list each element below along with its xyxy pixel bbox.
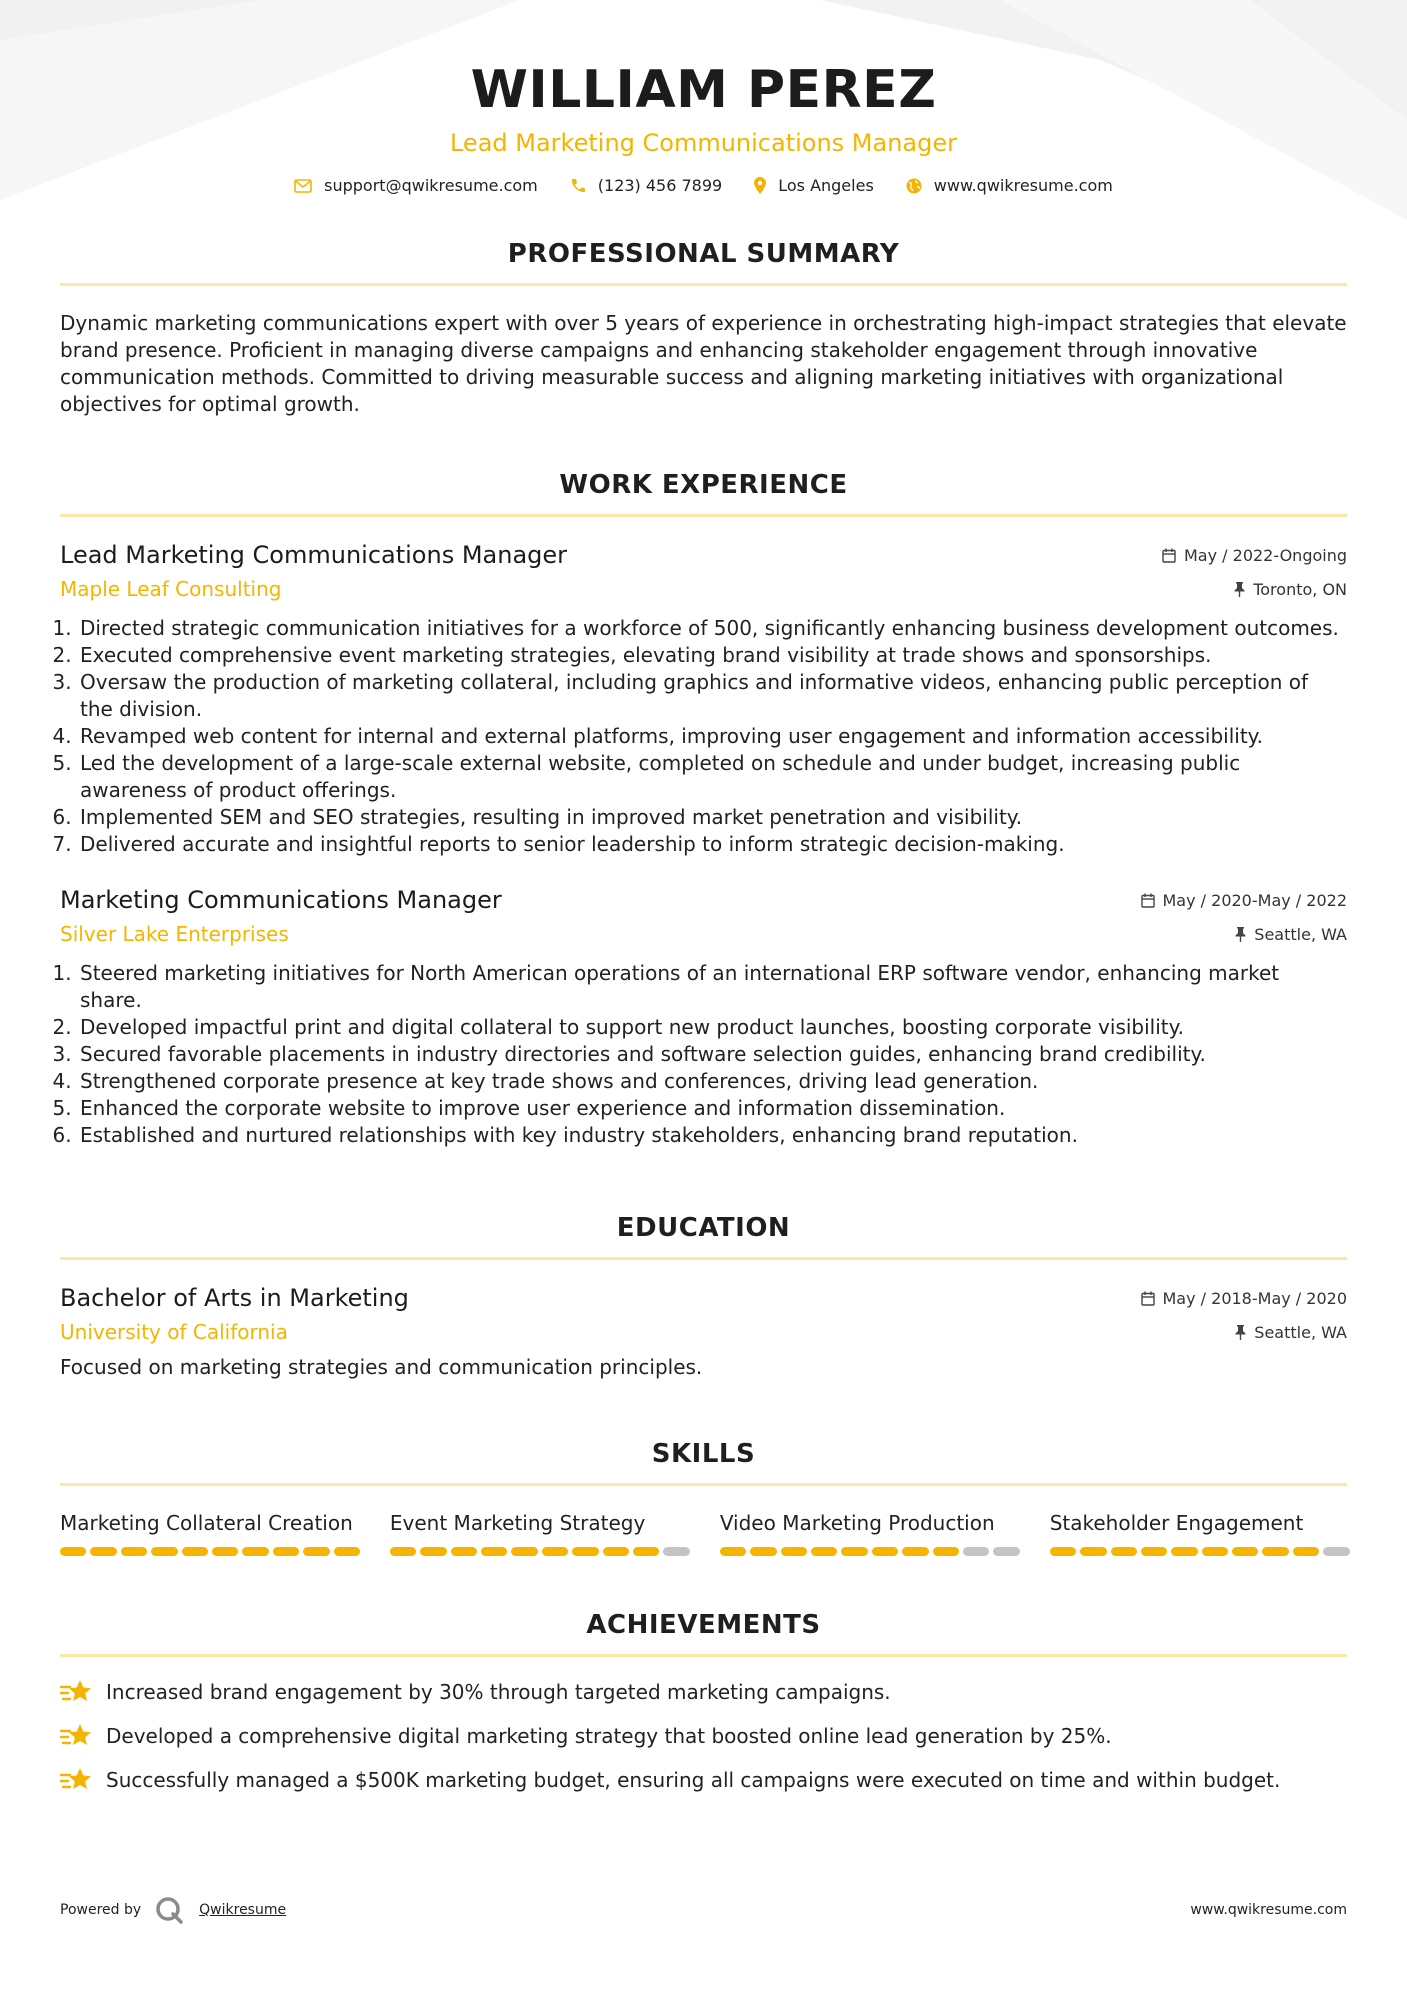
section-divider xyxy=(60,1654,1347,1657)
bullet-item: 4. Strengthened corporate presence at key trade shows and conferences, driving lead generation. xyxy=(78,1068,1347,1095)
bullet-item: 1. Steered marketing initiatives for North American operations of an international ERP software vendor, enhancing market share. xyxy=(78,960,1347,1014)
bullet-item: 5. Enhanced the corporate website to improve user experience and information dissemination. xyxy=(78,1095,1347,1122)
footer-website[interactable]: www.qwikresume.com xyxy=(1190,1902,1347,1918)
skill-segment-filled xyxy=(633,1547,659,1556)
qwikresume-link[interactable]: Qwikresume xyxy=(199,1902,287,1918)
education-date-text: May / 2018-May / 2020 xyxy=(1162,1289,1347,1308)
skill-item xyxy=(720,1510,1020,1556)
bullet-item: 2. Developed impactful print and digital collateral to support new product launches, boosting corporate visibility. xyxy=(78,1014,1347,1041)
skill-segment-filled xyxy=(1111,1547,1137,1556)
skill-segment-filled xyxy=(1293,1547,1319,1556)
skill-segment-filled xyxy=(90,1547,116,1556)
achievement-item xyxy=(60,1679,1347,1705)
skill-segment-filled xyxy=(811,1547,837,1556)
qwikresume-logo-icon xyxy=(155,1896,185,1924)
skill-segment-filled xyxy=(872,1547,898,1556)
job-bullets xyxy=(60,960,1347,1149)
job-location-text: Seattle, WA xyxy=(1254,924,1347,944)
skill-segment-filled xyxy=(121,1547,147,1556)
bullet-item: 6. Implemented SEM and SEO strategies, resulting in improved market penetration and visibility. xyxy=(78,804,1347,831)
skill-segment-filled xyxy=(603,1547,629,1556)
skill-segment-filled xyxy=(720,1547,746,1556)
skill-segment-filled xyxy=(481,1547,507,1556)
candidate-name: WILLIAM PEREZ xyxy=(470,60,937,120)
globe-icon xyxy=(906,178,922,194)
bullet-item: 7. Delivered accurate and insightful reports to senior leadership to inform strategic decision-making. xyxy=(78,831,1347,858)
achievement-text: Successfully managed a $500K marketing budget, ensuring all campaigns were executed on time and within budget. xyxy=(106,1768,1281,1792)
contact-bar xyxy=(60,176,1347,195)
achievement-item xyxy=(60,1723,1347,1749)
page-footer xyxy=(60,1896,1347,1924)
skill-segment-empty xyxy=(963,1547,989,1556)
shooting-star-icon xyxy=(60,1723,92,1749)
summary-heading: PROFESSIONAL SUMMARY xyxy=(507,239,900,269)
skill-segment-filled xyxy=(182,1547,208,1556)
section-divider xyxy=(60,514,1347,517)
job-entry xyxy=(60,886,1347,1149)
skill-segment-filled xyxy=(212,1547,238,1556)
skill-segment-filled xyxy=(841,1547,867,1556)
skill-name: Video Marketing Production xyxy=(719,1511,995,1535)
job-date xyxy=(1162,546,1347,565)
job-bullets xyxy=(60,615,1347,858)
bullet-item: 6. Established and nurtured relationships with key industry stakeholders, enhancing brand reputation. xyxy=(78,1122,1347,1149)
job-entry xyxy=(60,541,1347,858)
phone-icon xyxy=(570,178,586,194)
skill-segment-filled xyxy=(151,1547,177,1556)
section-divider xyxy=(60,1257,1347,1260)
achievement-text: Increased brand engagement by 30% through targeted marketing campaigns. xyxy=(106,1680,891,1704)
skill-segment-filled xyxy=(572,1547,598,1556)
email-text: support@qwikresume.com xyxy=(324,176,538,195)
contact-email[interactable] xyxy=(294,176,538,195)
contact-location xyxy=(754,176,874,195)
skill-segment-filled xyxy=(750,1547,776,1556)
education-heading: EDUCATION xyxy=(616,1213,791,1243)
skill-segment-empty xyxy=(993,1547,1019,1556)
skill-level-bar xyxy=(1050,1547,1350,1556)
calendar-icon xyxy=(1141,1291,1155,1306)
bullet-item: 3. Oversaw the production of marketing collateral, including graphics and informative videos, enhancing public perception of the division. xyxy=(78,669,1347,723)
degree-title: Bachelor of Arts in Marketing xyxy=(60,1284,409,1312)
website-text: www.qwikresume.com xyxy=(933,176,1113,195)
candidate-title: Lead Marketing Communications Manager xyxy=(449,129,958,157)
skill-segment-filled xyxy=(242,1547,268,1556)
skill-name: Event Marketing Strategy xyxy=(389,1511,646,1535)
contact-website[interactable] xyxy=(906,176,1113,195)
skill-segment-filled xyxy=(1262,1547,1288,1556)
location-text: Los Angeles xyxy=(778,176,874,195)
skill-segment-filled xyxy=(273,1547,299,1556)
skill-segment-filled xyxy=(303,1547,329,1556)
pushpin-icon xyxy=(1235,927,1246,942)
skill-segment-filled xyxy=(933,1547,959,1556)
skill-segment-filled xyxy=(1080,1547,1106,1556)
achievement-text: Developed a comprehensive digital marketing strategy that boosted online lead generation by 25%. xyxy=(106,1724,1112,1748)
powered-by xyxy=(60,1896,286,1924)
skill-segment-filled xyxy=(902,1547,928,1556)
job-location xyxy=(1234,580,1347,599)
skill-segment-filled xyxy=(390,1547,416,1556)
shooting-star-icon xyxy=(60,1767,92,1793)
skill-segment-filled xyxy=(451,1547,477,1556)
job-location xyxy=(1235,925,1347,944)
school-name: University of California xyxy=(60,1320,288,1344)
calendar-icon xyxy=(1162,548,1176,563)
skill-segment-filled xyxy=(1232,1547,1258,1556)
pushpin-icon xyxy=(1235,1325,1246,1340)
pushpin-icon xyxy=(1234,582,1245,597)
achievements-heading: ACHIEVEMENTS xyxy=(586,1610,821,1640)
job-title: Marketing Communications Manager xyxy=(60,886,502,914)
job-location-text: Toronto, ON xyxy=(1253,579,1347,599)
skill-segment-filled xyxy=(511,1547,537,1556)
skill-segment-filled xyxy=(1141,1547,1167,1556)
skill-segment-filled xyxy=(542,1547,568,1556)
skill-segment-filled xyxy=(1050,1547,1076,1556)
shooting-star-icon xyxy=(60,1679,92,1705)
skill-item xyxy=(1050,1510,1350,1556)
education-date xyxy=(1141,1289,1348,1308)
skills-heading: SKILLS xyxy=(651,1439,756,1469)
job-date-text: May / 2020-May / 2022 xyxy=(1162,891,1347,910)
skill-level-bar xyxy=(720,1547,1020,1556)
contact-phone[interactable] xyxy=(570,176,722,195)
bullet-item: 3. Secured favorable placements in industry directories and software selection guides, enhancing brand credibility. xyxy=(78,1041,1347,1068)
skill-segment-empty xyxy=(663,1547,689,1556)
job-date-text: May / 2022-Ongoing xyxy=(1184,546,1347,565)
company-name: Silver Lake Enterprises xyxy=(60,922,289,946)
skill-level-bar xyxy=(60,1547,360,1556)
skill-level-bar xyxy=(390,1547,690,1556)
calendar-icon xyxy=(1141,893,1155,908)
bullet-item: 4. Revamped web content for internal and external platforms, improving user engagement and information accessibility. xyxy=(78,723,1347,750)
map-pin-icon xyxy=(754,177,766,194)
skill-item xyxy=(60,1510,360,1556)
phone-text: (123) 456 7899 xyxy=(597,176,723,195)
skill-segment-filled xyxy=(1171,1547,1197,1556)
achievements-list xyxy=(60,1679,1347,1793)
job-date xyxy=(1141,891,1348,910)
achievement-item xyxy=(60,1767,1347,1793)
education-description: Focused on marketing strategies and communication principles. xyxy=(60,1355,703,1379)
experience-heading: WORK EXPERIENCE xyxy=(559,470,848,500)
skill-segment-filled xyxy=(60,1547,86,1556)
company-name: Maple Leaf Consulting xyxy=(60,577,282,601)
skill-segment-filled xyxy=(1202,1547,1228,1556)
skills-list xyxy=(60,1510,1347,1556)
skill-segment-filled xyxy=(334,1547,360,1556)
skill-name: Marketing Collateral Creation xyxy=(60,1511,353,1535)
education-entry xyxy=(60,1284,1347,1381)
job-title: Lead Marketing Communications Manager xyxy=(60,541,568,569)
summary-text: Dynamic marketing communications expert with over 5 years of experience in orchestrating high-impact strategies that elevate brand presence. Proficient in managing diverse campaigns and enhancing stakeholder engagement through innovative communication methods. Committed to driving measurable success and aligning marketing initiatives with organizational objectives for optimal growth. xyxy=(60,311,1347,416)
bullet-item: 2. Executed comprehensive event marketing strategies, elevating brand visibility at trade shows and sponsorships. xyxy=(78,642,1347,669)
skill-name: Stakeholder Engagement xyxy=(1049,1511,1304,1535)
skill-item xyxy=(390,1510,690,1556)
skill-segment-filled xyxy=(781,1547,807,1556)
envelope-icon xyxy=(294,179,312,193)
skill-segment-filled xyxy=(420,1547,446,1556)
resume-header xyxy=(60,0,1347,195)
skill-segment-empty xyxy=(1323,1547,1349,1556)
section-divider xyxy=(60,1483,1347,1486)
powered-by-label: Powered by xyxy=(60,1902,142,1918)
education-location xyxy=(1235,1323,1347,1342)
section-divider xyxy=(60,283,1347,286)
bullet-item: 1. Directed strategic communication initiatives for a workforce of 500, significantly enhancing business development outcomes. xyxy=(78,615,1347,642)
bullet-item: 5. Led the development of a large-scale external website, completed on schedule and under budget, increasing public awareness of product offerings. xyxy=(78,750,1347,804)
education-location-text: Seattle, WA xyxy=(1254,1322,1347,1342)
